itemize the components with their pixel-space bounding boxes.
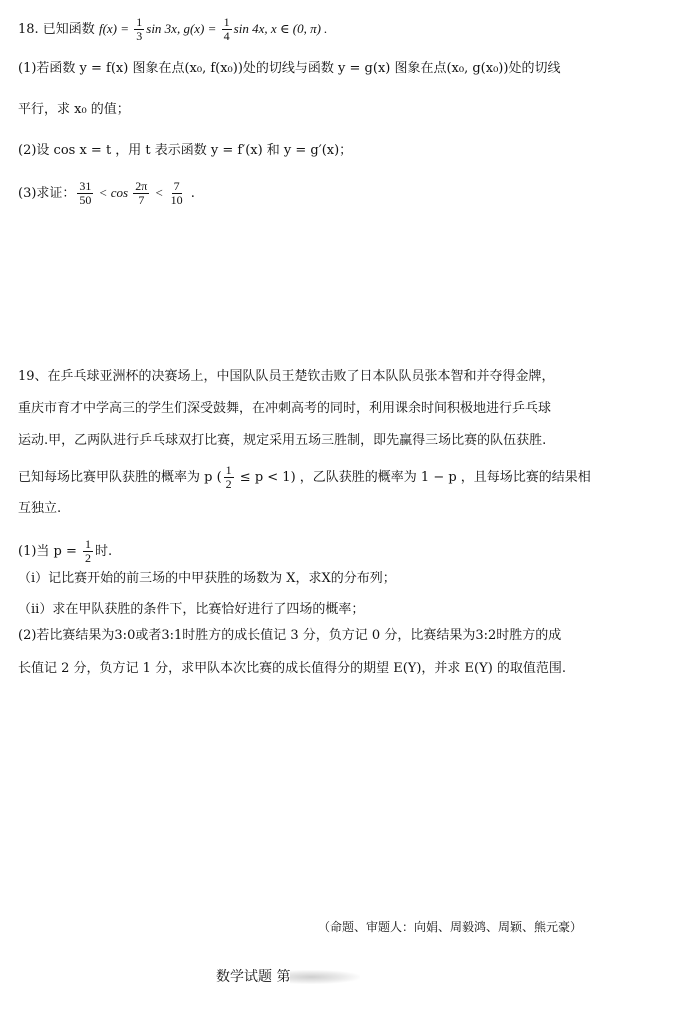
fraction: $\frac{1}{2}$ — [85, 537, 92, 565]
author-credit: （命题、审题人：向娟、周毅鸿、周颖、熊元豪） — [317, 920, 582, 934]
q19-line5: 互独立. — [18, 501, 62, 516]
q19-line3: 运动.甲，乙两队进行乒乓球双打比赛，规定采用五场三胜制，即先赢得三场比赛的队伍获胜. — [18, 433, 547, 448]
fraction: $\frac{1}{2}$ — [225, 463, 232, 491]
fraction: $\frac{2\pi}{7}$ — [135, 179, 148, 207]
page-footer: 数学试题 第 — [216, 966, 360, 986]
fraction: $\frac{31}{50}$ — [79, 179, 92, 207]
fraction: $\frac{1}{4}$ — [223, 15, 230, 43]
q19-sub-i: （i）记比赛开始的前三场的中甲获胜的场数为 X，求X的分布列； — [18, 571, 396, 586]
fraction: $\frac{1}{3}$ — [136, 15, 143, 43]
q19-part1: (1)当 p = $\frac{1}{2}$ 时. — [18, 537, 113, 565]
q18-part2: (2)设 cos x = t ，用 t 表示函数 y = f′(x) 和 y = g′(x)； — [18, 143, 353, 158]
q18-part3: (3)求证： $\frac{31}{50}$ < cos $\frac{2\pi}{7}$ < $\frac{7}{10}$ . — [18, 179, 195, 207]
fraction: $\frac{7}{10}$ — [170, 179, 183, 207]
q19-line4: 已知每场比赛甲队获胜的概率为 p ( $\frac{1}{2}$ ≤ p < 1) ，乙队获胜的概率为 1 − p ，且每场比赛的结果相 — [18, 463, 591, 491]
q19-line2: 重庆市育才中学高三的学生们深受鼓舞，在冲刺高考的同时，利用课余时间积极地进行乒乓球 — [18, 401, 552, 416]
q19-part2-line1: (2)若比赛结果为3:0或者3:1时胜方的成长值记 3 分，负方记 0 分，比赛结果为3:2时胜方的成 — [18, 628, 562, 643]
q19-line1: 19、在乒乓球亚洲杯的决赛场上，中国队队员王楚钦击败了日本队队员张本智和并夺得金牌， — [18, 369, 555, 384]
q18-part1-line1: (1)若函数 y = f(x) 图象在点(x₀, f(x₀))处的切线与函数 y = g(x) 图象在点(x₀, g(x₀))处的切线 — [18, 61, 561, 76]
q18-stem: 18. 已知函数 f(x) = $\frac{1}{3}$ sin 3x, g(x) = $\frac{1}{4}$ sin 4x, x ∈ (0, π) . — [18, 15, 328, 43]
q19-part2-line2: 长值记 2 分，负方记 1 分，求甲队本次比赛的成长值得分的期望 E(Y)，并求 E(Y) 的取值范围. — [18, 661, 567, 676]
scan-smudge — [290, 970, 360, 984]
q19-sub-ii: （ii）求在甲队获胜的条件下，比赛恰好进行了四场的概率； — [18, 602, 365, 617]
q18-part1-line2: 平行，求 x₀ 的值； — [18, 102, 130, 117]
